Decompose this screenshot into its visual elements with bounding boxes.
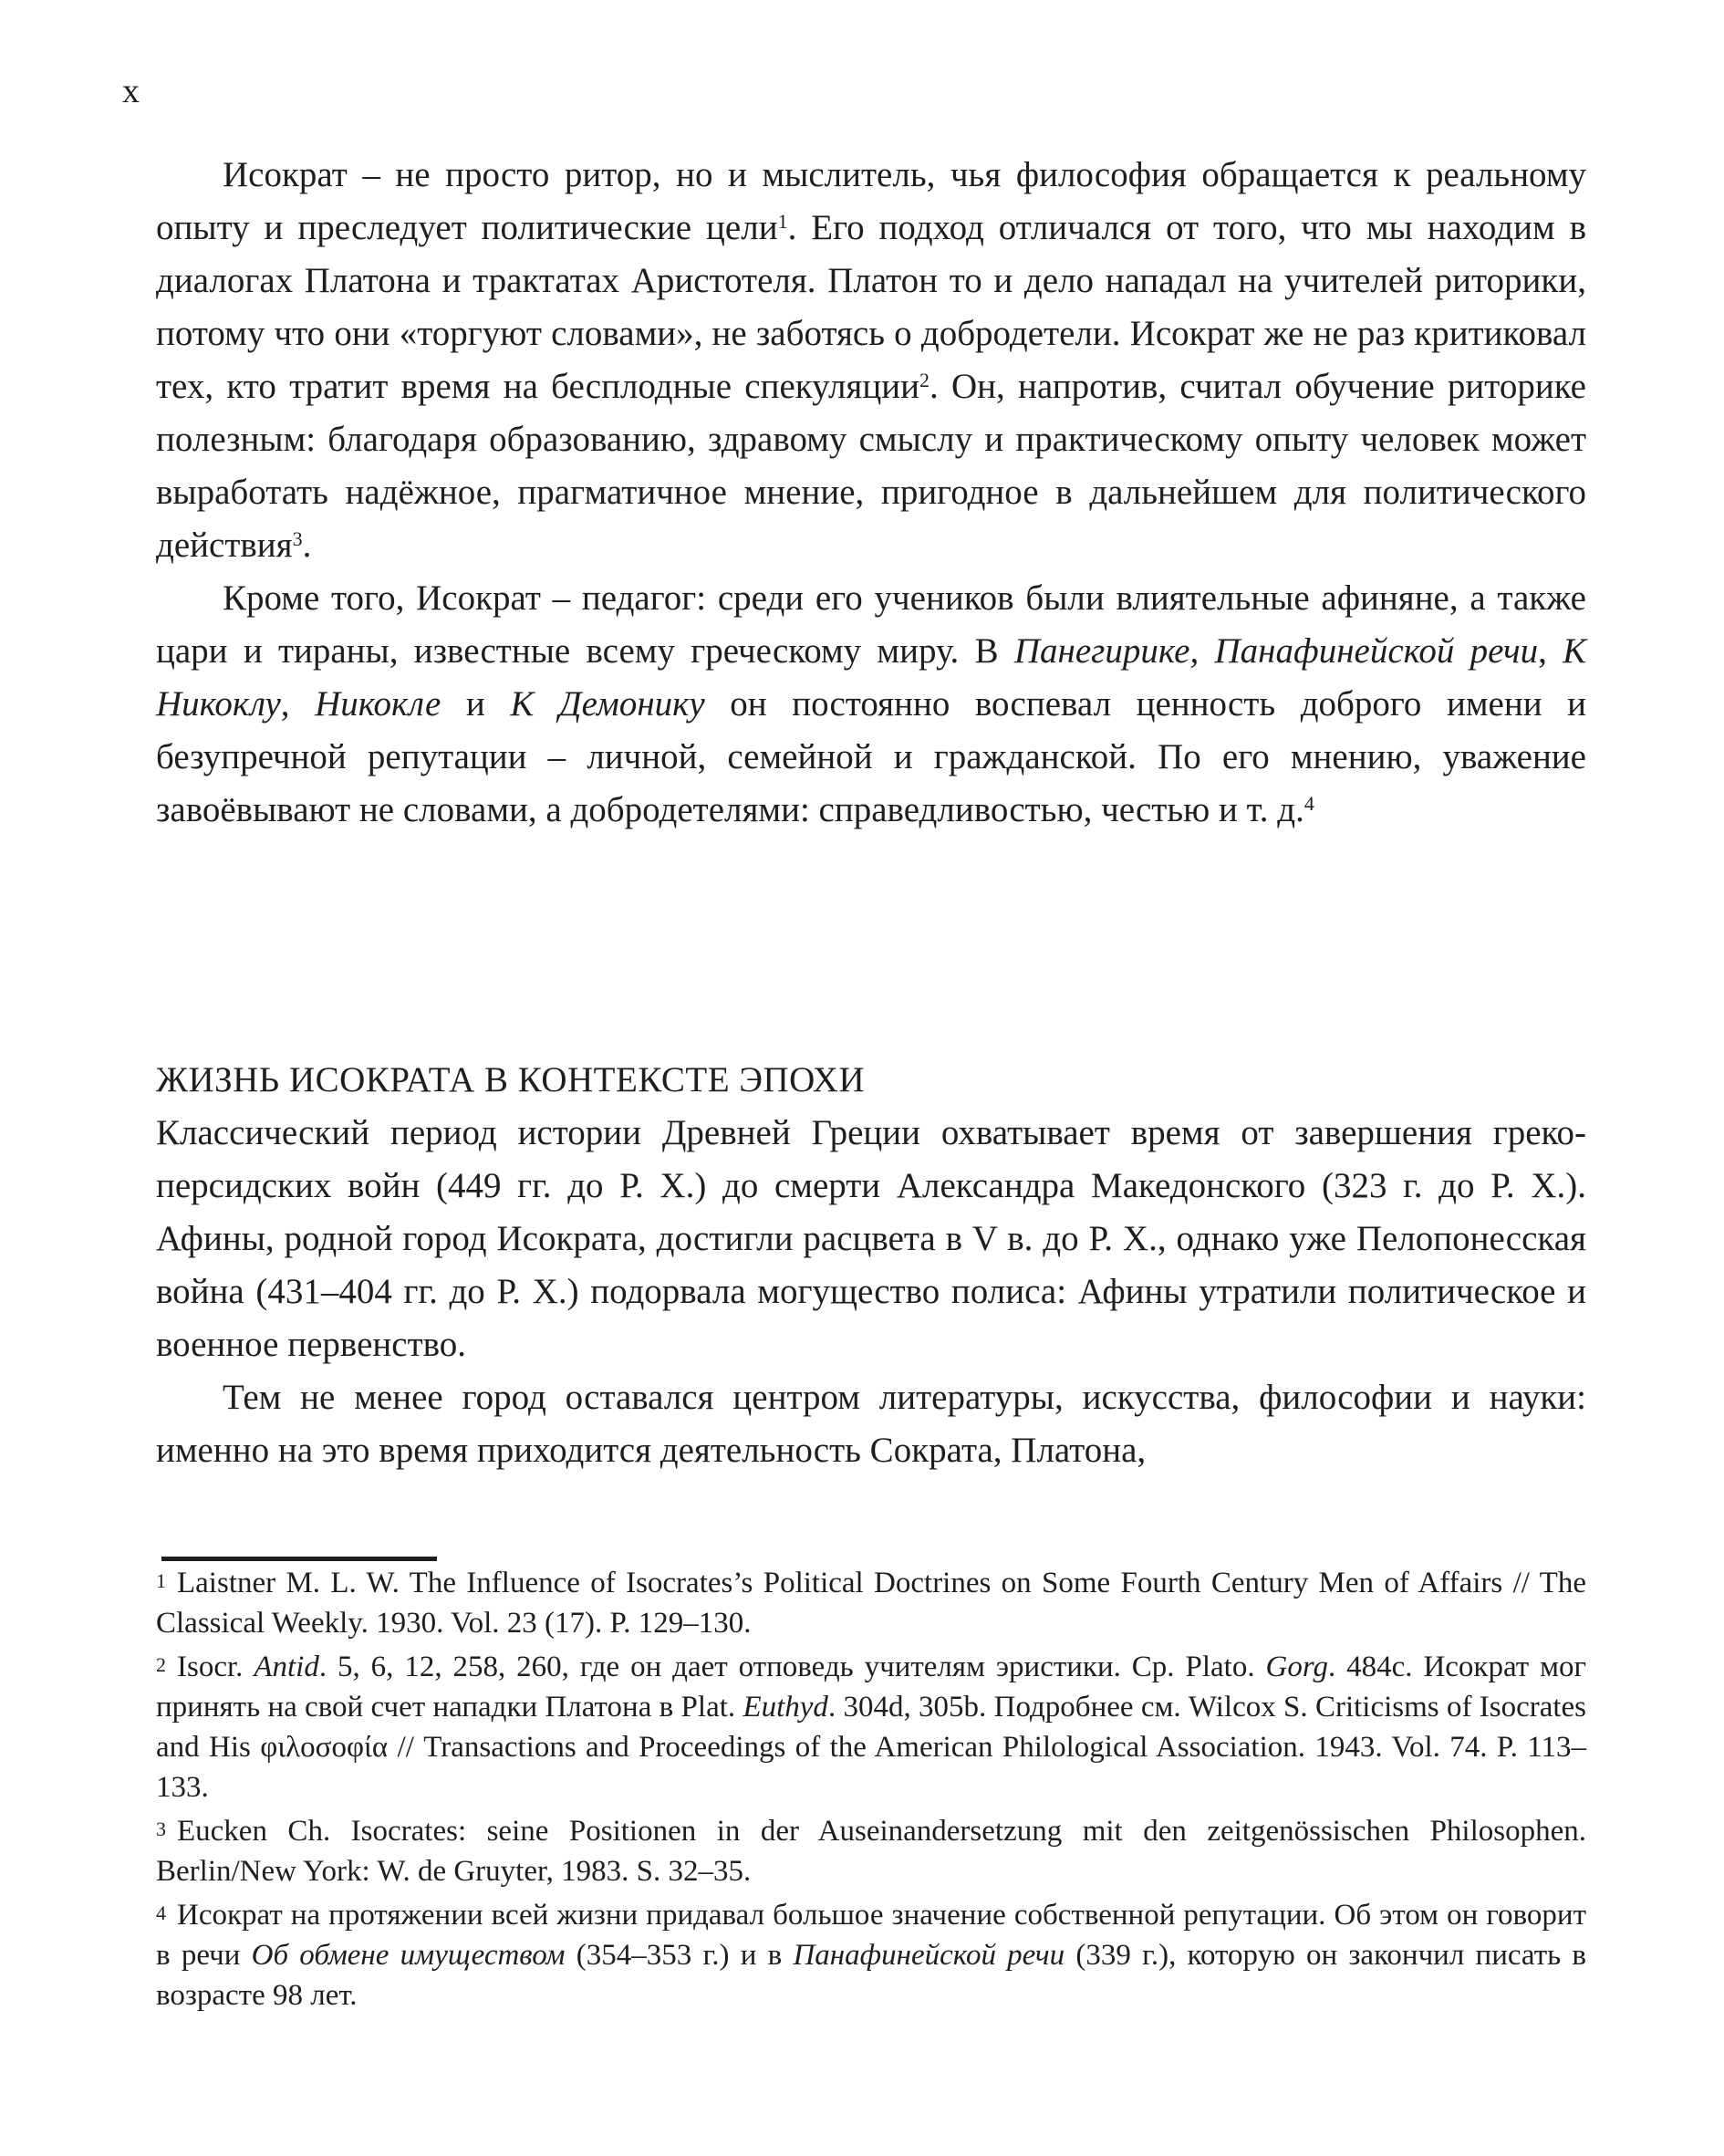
- paragraph: [156, 149, 1586, 572]
- italic-title: Antid: [254, 1651, 319, 1683]
- text-run: ,: [1538, 631, 1563, 671]
- text-run: Классический период истории Древней Греции охватывает время от завершения греко-персидских войн (449 гг. до Р. Х.) до смерти Александра Македонского (323 г. до Р. Х.). Афины, родной город Исократа, достигли расцвета в V в. до Р. Х., однако уже Пелопонесская война (431–404 гг. до Р. Х.) подорвала могущество полиса: Афины утратили политическое и военное первенство.: [156, 1113, 1586, 1364]
- italic-title: Об обмене имуществом: [251, 1939, 566, 1972]
- italic-title: К Демонику: [510, 684, 705, 724]
- text-run: и: [441, 684, 511, 724]
- paragraph: [156, 1107, 1586, 1371]
- text-run: Isocr.: [177, 1651, 254, 1683]
- italic-title: Никокле: [315, 684, 441, 724]
- text-run: . Его подход отличался от того, что мы находим в диалогах Платона и трактатах Аристотеля. Платон то и дело нападал на учителей риторики, потому что они «торгуют словами», не заботясь о добродетели. Исократ же не раз критиковал тех, кто тратит время на бесплодные спекуляции: [156, 208, 1586, 406]
- text-run: ,: [280, 684, 316, 724]
- text-run: (354–353 г.) и в: [565, 1939, 794, 1972]
- text-run: Исократ на протяжении всей жизни придавал большое значение собственной репутации. Об этом он говорит в речи: [156, 1899, 1586, 1972]
- footnote-number: 1: [156, 1569, 166, 1592]
- italic-title: К Никоклу: [156, 631, 1587, 724]
- footnote-number: 3: [156, 1817, 166, 1840]
- text-run: Eucken Ch. Isocrates: seine Positionen in der Auseinandersetzung mit den zeitgenössischen Philosophen. Berlin/New York: W. de Gruyter, 1983. S. 32–35.: [156, 1815, 1586, 1888]
- footnote-number: 2: [156, 1653, 166, 1676]
- text-run: Кроме того, Исократ – педагог: среди его учеников были влиятельные афиняне, а также цари и тираны, известные всему греческому миру. В: [156, 578, 1586, 671]
- text-run: Laistner M. L. W. The Influence of Isocrates’s Political Doctrines on Some Fourth Century Men of Affairs // The Classical Weekly. 1930. Vol. 23 (17). P. 129–130.: [156, 1567, 1586, 1640]
- footnote: [156, 1647, 1586, 1807]
- footnote-reference[interactable]: 1: [777, 210, 788, 233]
- footnote-reference[interactable]: 2: [919, 369, 930, 391]
- italic-title: Gorg: [1265, 1651, 1328, 1683]
- footnote: [156, 1563, 1586, 1643]
- footnote-reference[interactable]: 4: [1303, 792, 1314, 815]
- italic-title: Панегирике, Панафинейской речи: [1013, 631, 1539, 671]
- text-run: . 304d, 305b. Подробнее см. Wilcox S. Criticisms of Isocrates and His φιλοσοφία // Transactions and Proceedings of the American Philological Association. 1943. Vol. 74. P. 113–133.: [156, 1691, 1587, 1804]
- text-run: . 484c. Исократ мог принять на свой счет нападки Платона в Plat.: [156, 1651, 1587, 1724]
- text-run: он постоянно воспевал ценность доброго имени и безупречной репутации – личной, семейной и гражданской. По его мнению, уважение завоёвывают не словами, а добродетелями: справедливостью, честью и т. д.: [156, 684, 1587, 829]
- footnotes: [156, 1563, 1586, 2019]
- footnote: [156, 1811, 1586, 1891]
- page-number: x: [122, 72, 140, 110]
- paragraph: [156, 572, 1586, 837]
- body-section-intro: [156, 149, 1586, 837]
- italic-title: Euthyd: [743, 1691, 828, 1724]
- body-section-life: [156, 1107, 1586, 1477]
- text-run: (339 г.), которую он закончил писать в возрасте 98 лет.: [156, 1939, 1586, 2012]
- footnote: [156, 1895, 1586, 2015]
- text-run: . Он, напротив, считал обучение риторике полезным: благодаря образованию, здравому смыслу и практическому опыту человек может выработать надёжное, прагматичное мнение, пригодное в дальнейшем для политического действия: [156, 367, 1586, 565]
- text-run: .: [302, 526, 312, 565]
- italic-title: Панафинейской речи: [793, 1939, 1065, 1972]
- text-run: Тем не менее город оставался центром литературы, искусства, философии и науки: именно на это время приходится деятельность Сократа, Платона,: [156, 1378, 1586, 1470]
- text-run: . 5, 6, 12, 258, 260, где он дает отповедь учителям эристики. Ср. Plato.: [318, 1651, 1266, 1683]
- footnote-reference[interactable]: 3: [292, 527, 303, 550]
- footnote-number: 4: [156, 1901, 166, 1924]
- footnote-separator: [161, 1557, 437, 1561]
- section-heading: ЖИЗНЬ ИСОКРАТА В КОНТЕКСТЕ ЭПОХИ: [156, 1060, 866, 1099]
- text-run: Исократ – не просто ритор, но и мыслитель, чья философия обращается к реальному опыту и преследует политические цели: [156, 155, 1586, 247]
- paragraph: [156, 1371, 1586, 1477]
